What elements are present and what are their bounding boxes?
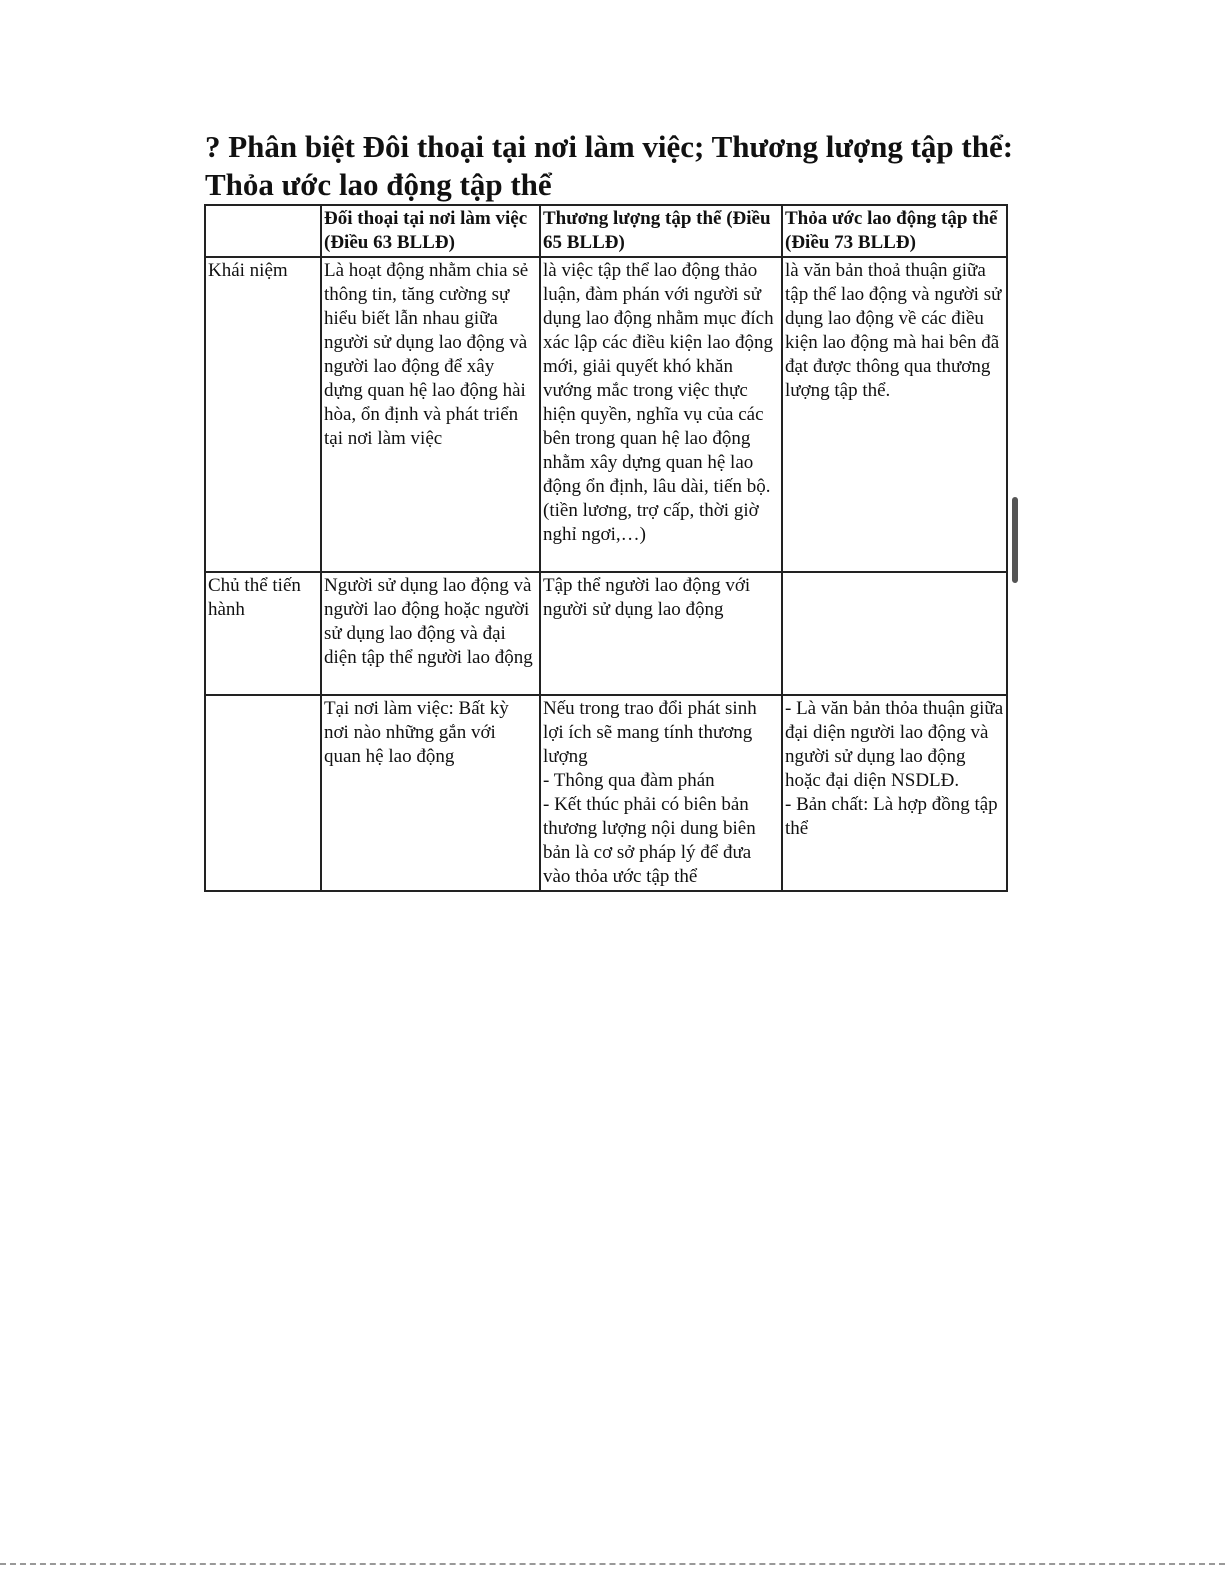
row-label (205, 695, 321, 891)
cell-agreement: là văn bản thoả thuận giữa tập thể lao động và người sử dụng lao động về các điều kiện lao động mà hai bên đã đạt được thông qua thương lượng tập thể. (782, 257, 1007, 572)
page-title: ? Phân biệt Đôi thoại tại nơi làm việc; Thương lượng tập thể: Thỏa ước lao động tập thể (205, 129, 1014, 202)
cell-bargaining: Nếu trong trao đổi phát sinh lợi ích sẽ mang tính thương lượng - Thông qua đàm phán - Kết thúc phải có biên bản thương lượng nội dung biên bản là cơ sở pháp lý để đưa vào thỏa ước tập thể (540, 695, 782, 891)
cell-dialogue: Là hoạt động nhằm chia sẻ thông tin, tăng cường sự hiểu biết lẫn nhau giữa người sử dụng lao động và người lao động để xây dựng quan hệ lao động hài hòa, ổn định và phát triển tại nơi làm việc (321, 257, 540, 572)
cell-dialogue: Người sử dụng lao động và người lao động hoặc người sử dụng lao động và đại diện tập thể người lao động (321, 572, 540, 695)
header-dialogue: Đối thoại tại nơi làm việc (Điều 63 BLLĐ) (321, 205, 540, 257)
cell-agreement: - Là văn bản thỏa thuận giữa đại diện người lao động và người sử dụng lao động hoặc đại diện NSDLĐ. - Bản chất: Là hợp đồng tập thể (782, 695, 1007, 891)
comparison-table (204, 204, 1008, 892)
cell-dialogue: Tại nơi làm việc: Bất kỳ nơi nào những gắn với quan hệ lao động (321, 695, 540, 891)
scrollbar-thumb[interactable] (1012, 497, 1018, 583)
table-row (205, 695, 1007, 891)
cell-bargaining: là việc tập thể lao động thảo luận, đàm phán với người sử dụng lao động nhằm mục đích xác lập các điều kiện lao động mới, giải quyết khó khăn vướng mắc trong việc thực hiện quyền, nghĩa vụ của các bên trong quan hệ lao động nhằm xây dựng quan hệ lao động ổn định, lâu dài, tiến bộ. (tiền lương, trợ cấp, thời giờ nghỉ ngơi,…) (540, 257, 782, 572)
header-collective-bargaining: Thương lượng tập thể (Điều 65 BLLĐ) (540, 205, 782, 257)
header-collective-agreement: Thỏa ước lao động tập thể (Điều 73 BLLĐ) (782, 205, 1007, 257)
table-row (205, 257, 1007, 572)
table-row (205, 572, 1007, 695)
table-header-row (205, 205, 1007, 257)
cell-bargaining: Tập thể người lao động với người sử dụng lao động (540, 572, 782, 695)
row-label: Chủ thể tiến hành (205, 572, 321, 695)
page-break-divider (0, 1563, 1225, 1565)
row-label: Khái niệm (205, 257, 321, 572)
cell-agreement (782, 572, 1007, 695)
header-cell-empty (205, 205, 321, 257)
